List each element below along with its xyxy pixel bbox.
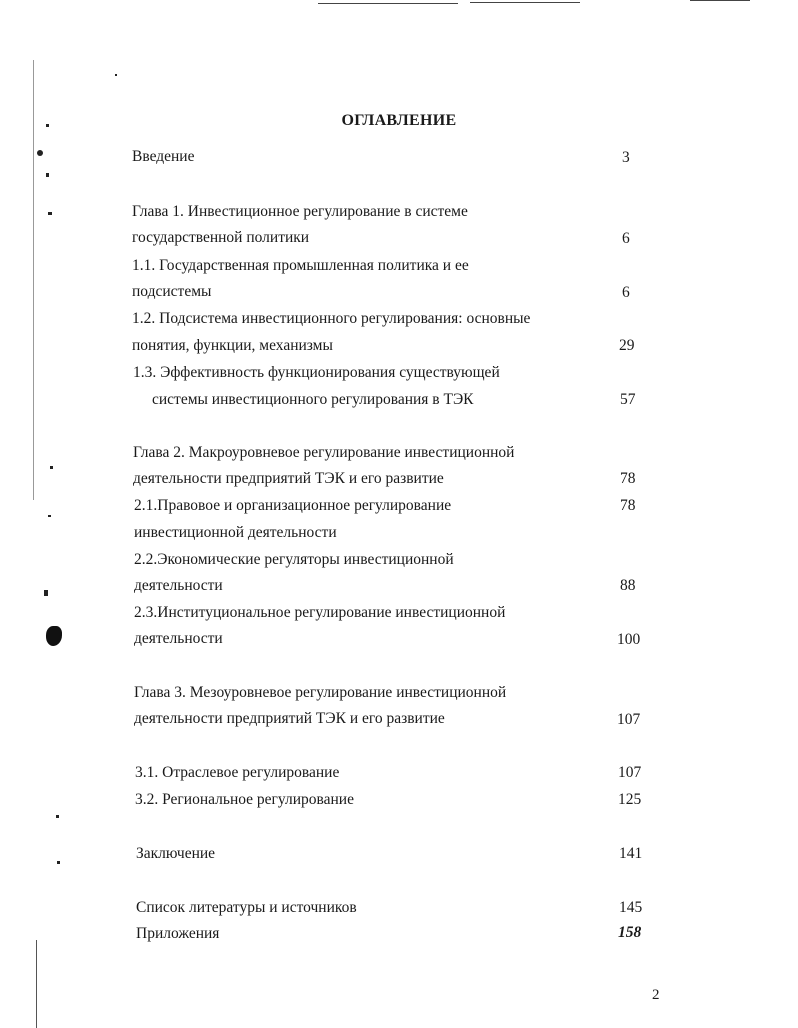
scan-speck: [46, 173, 49, 177]
page-number: 2: [652, 987, 660, 1003]
toc-chapter: деятельности предприятий ТЭК и его развитие: [133, 470, 444, 487]
toc-chapter: деятельности предприятий ТЭК и его развитие: [134, 710, 445, 727]
toc-page-number: 141: [619, 845, 643, 862]
scan-speck: [44, 590, 48, 596]
toc-chapter: Глава 3. Мезоуровневое регулирование инвестиционной: [134, 684, 507, 701]
toc-page-number: 57: [620, 391, 636, 408]
toc-page-number: 88: [620, 577, 636, 594]
toc-page-number: 100: [617, 631, 641, 648]
scan-margin-line: [36, 940, 37, 1028]
toc-page-number: 145: [619, 899, 643, 916]
toc-entry: Заключение: [136, 845, 216, 862]
scan-edge-line: [470, 2, 580, 3]
toc-section: понятия, функции, механизмы: [132, 337, 333, 354]
toc-entry: Приложения: [136, 925, 220, 942]
toc-page-number: 78: [620, 497, 636, 514]
scan-speck: [37, 150, 43, 156]
toc-page-number: 3: [622, 149, 630, 166]
toc-chapter: государственной политики: [132, 229, 310, 246]
scan-blot: [46, 626, 62, 646]
toc-page-number: 6: [622, 284, 630, 301]
scan-speck: [48, 212, 52, 215]
toc-page-number: 29: [619, 337, 635, 354]
toc-section: подсистемы: [132, 283, 212, 300]
toc-section: 1.2. Подсистема инвестиционного регулирования: основные: [132, 310, 531, 327]
toc-chapter: Глава 2. Макроуровневое регулирование инвестиционной: [133, 444, 515, 461]
toc-page-number-handwritten: 158: [618, 924, 642, 941]
scan-speck: [115, 74, 117, 76]
scan-speck: [50, 466, 53, 469]
toc-entry: Список литературы и источников: [136, 899, 357, 916]
toc-section: 2.2.Экономические регуляторы инвестиционной: [134, 551, 454, 568]
toc-section: 2.1.Правовое и организационное регулирование: [134, 497, 452, 514]
scan-edge-line: [318, 3, 458, 4]
toc-page-number: 107: [618, 764, 642, 781]
toc-section: системы инвестиционного регулирования в ТЭК: [152, 391, 474, 408]
scan-speck: [57, 861, 60, 864]
toc-section: инвестиционной деятельности: [134, 524, 337, 541]
toc-section: 1.3. Эффективность функционирования существующей: [133, 364, 500, 381]
scan-speck: [48, 515, 51, 517]
toc-section: 1.1. Государственная промышленная политика и ее: [132, 257, 469, 274]
toc-page-number: 107: [617, 711, 641, 728]
toc-entry: Введение: [132, 148, 195, 165]
toc-section: 3.2. Региональное регулирование: [135, 791, 354, 808]
toc-section: 3.1. Отраслевое регулирование: [135, 764, 340, 781]
toc-page-number: 78: [620, 470, 636, 487]
toc-section: деятельности: [134, 577, 223, 594]
scan-speck: [56, 815, 59, 818]
toc-section: деятельности: [134, 630, 223, 647]
toc-page-number: 125: [618, 791, 642, 808]
toc-section: 2.3.Институциональное регулирование инвестиционной: [134, 604, 506, 621]
scan-edge-line: [690, 0, 750, 1]
toc-page-number: 6: [622, 230, 630, 247]
toc-title: ОГЛАВЛЕНИЕ: [341, 112, 457, 129]
toc-chapter: Глава 1. Инвестиционное регулирование в системе: [132, 203, 468, 220]
